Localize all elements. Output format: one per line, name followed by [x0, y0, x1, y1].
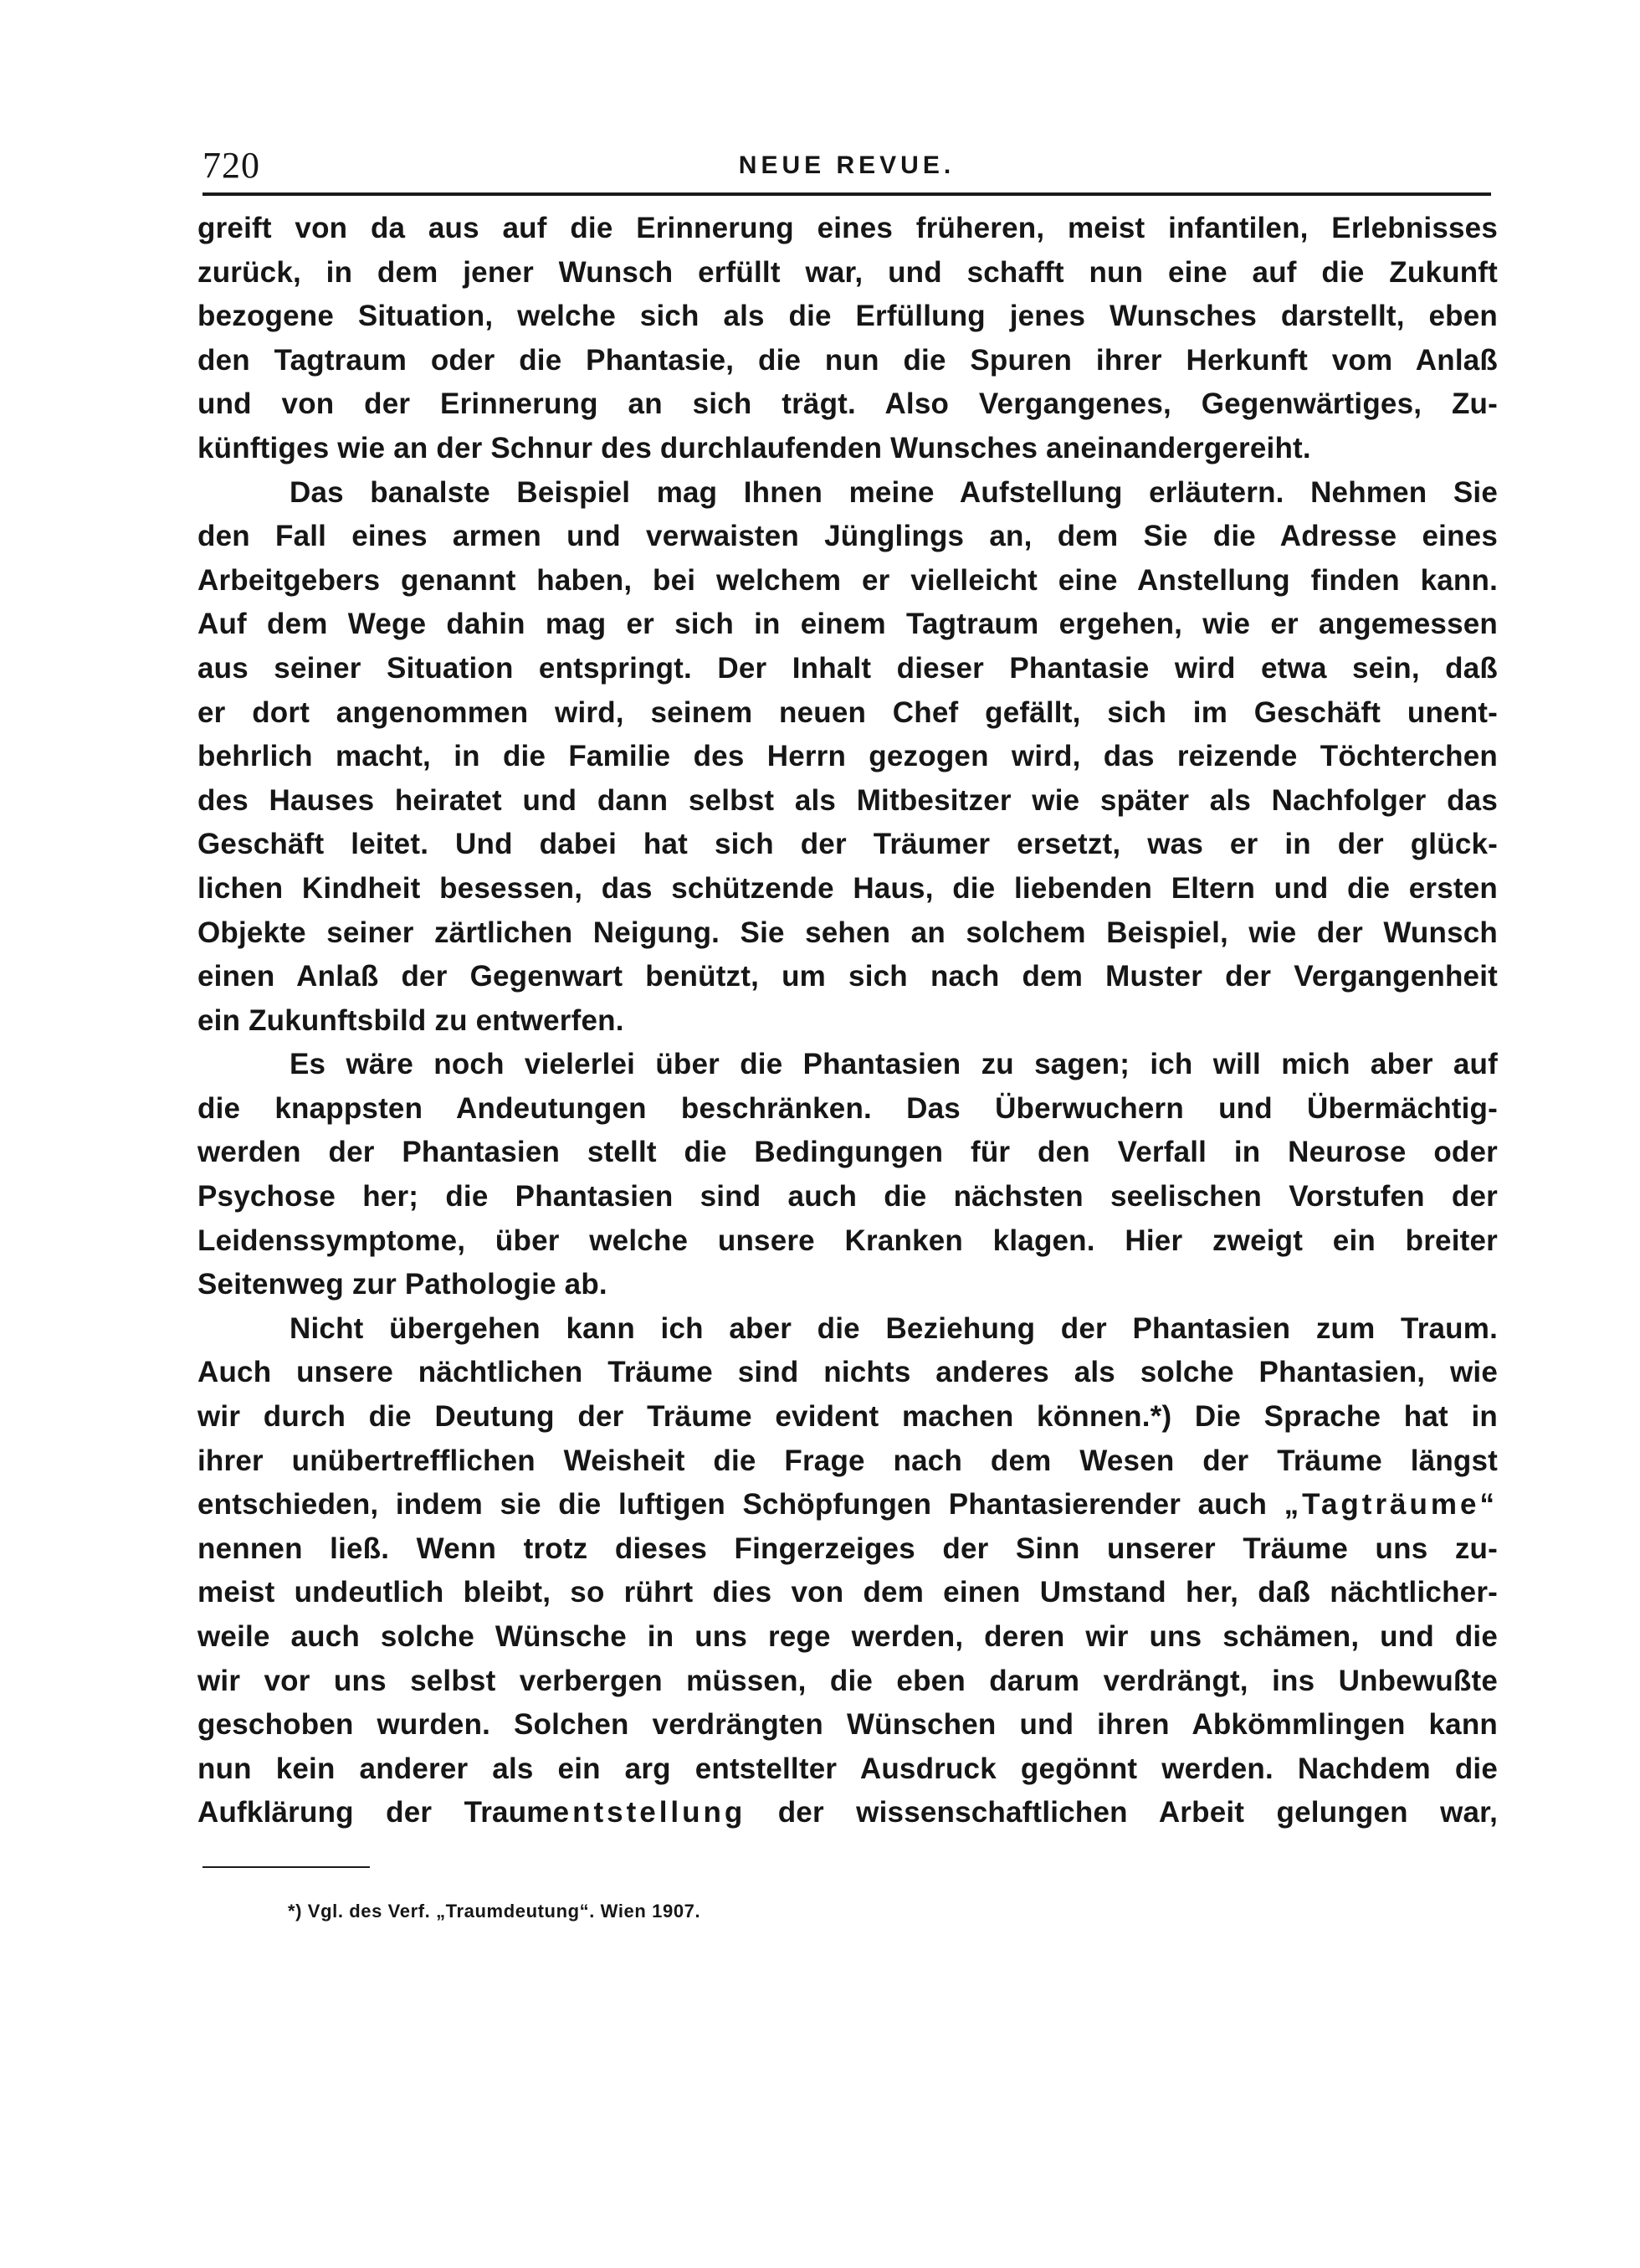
text-line: greift von da aus auf die Erinnerung eines früheren, meist infantilen, Erlebnisses: [197, 212, 1498, 244]
text-line: behrlich macht, in die Familie des Herrn gezogen wird, das reizende Töchterchen: [197, 740, 1498, 773]
text-line: geschoben wurden. Solchen verdrängten Wünschen und ihren Abkömmlingen kann: [197, 1708, 1498, 1742]
text-line: ein Zukunftsbild zu entwerfen.: [197, 1003, 624, 1037]
text-line: aus seiner Situation entspringt. Der Inhalt dieser Phantasie wird etwa sein, daß: [197, 651, 1498, 685]
text-line: Seitenweg zur Pathologie ab.: [197, 1268, 607, 1301]
text-line-with-spaced-term: [197, 1483, 1498, 1527]
page-number: 720: [202, 145, 260, 186]
text-line: wir durch die Deutung der Träume evident machen können.*) Die Sprache hat in: [197, 1400, 1498, 1434]
text-line: werden der Phantasien stellt die Bedingungen für den Verfall in Neurose oder: [197, 1136, 1498, 1169]
body-text: [197, 207, 1498, 1835]
text-line: Arbeitgebers genannt haben, bei welchem er vielleicht eine Anstellung finden kann.: [197, 563, 1498, 597]
text-line: und von der Erinnerung an sich trägt. Also Vergangenes, Gegenwärtiges, Zu-: [197, 387, 1498, 421]
text-line-with-spaced-term: [197, 1791, 1498, 1835]
text-line: Auf dem Wege dahin mag er sich in einem Tagtraum ergehen, wie er angemessen: [197, 608, 1498, 641]
paragraph-start-line: Das banalste Beispiel mag Ihnen meine Aufstellung erläutern. Nehmen Sie: [290, 475, 1498, 509]
text-segment: Aufklärung der Traum: [197, 1796, 553, 1829]
header-rule: [202, 192, 1491, 196]
footnote: *) Vgl. des Verf. „Traumdeutung“. Wien 1907.: [288, 1901, 701, 1922]
text-line: zurück, in dem jener Wunsch erfüllt war, und schafft nun eine auf die Zukunft: [197, 255, 1498, 289]
text-line: ihrer unübertrefflichen Weisheit die Frage nach dem Wesen der Träume längst: [197, 1444, 1498, 1477]
paragraph-start-line: Nicht übergehen kann ich aber die Beziehung der Phantasien zum Traum.: [290, 1311, 1498, 1345]
text-line: den Fall eines armen und verwaisten Jünglings an, dem Sie die Adresse eines: [197, 520, 1498, 553]
spaced-term: entstellung: [552, 1796, 746, 1829]
page-header: [202, 142, 1491, 189]
text-line: des Hauses heiratet und dann selbst als Mitbesitzer wie später als Nachfolger das: [197, 783, 1498, 817]
text-line: Auch unsere nächtlichen Träume sind nichts anderes als solche Phantasien, wie: [197, 1356, 1498, 1389]
text-line: den Tagtraum oder die Phantasie, die nun die Spuren ihrer Herkunft vom Anlaß: [197, 343, 1498, 377]
text-line: künftiges wie an der Schnur des durchlaufenden Wunsches aneinandergereiht.: [197, 431, 1311, 464]
text-line: nennen ließ. Wenn trotz dieses Fingerzeiges der Sinn unserer Träume uns zu-: [197, 1532, 1498, 1565]
text-line: weile auch solche Wünsche in uns rege werden, deren wir uns schämen, und die: [197, 1620, 1498, 1653]
text-line: nun kein anderer als ein arg entstellter Ausdruck gegönnt werden. Nachdem die: [197, 1752, 1498, 1785]
text-line: Leidenssymptome, über welche unsere Kranken klagen. Hier zweigt ein breiter: [197, 1224, 1498, 1257]
spaced-term: „Tagträume“: [1284, 1488, 1498, 1521]
text-line: lichen Kindheit besessen, das schützende Haus, die liebenden Eltern und die ersten: [197, 871, 1498, 905]
running-title: NEUE REVUE.: [738, 151, 956, 179]
text-line: Psychose her; die Phantasien sind auch die nächsten seelischen Vorstufen der: [197, 1180, 1498, 1214]
paragraph-start-line: Es wäre noch vielerlei über die Phantasien zu sagen; ich will mich aber auf: [290, 1048, 1498, 1081]
text-line: bezogene Situation, welche sich als die Erfüllung jenes Wunsches darstellt, eben: [197, 300, 1498, 333]
footnote-rule: [202, 1866, 370, 1868]
text-line: Geschäft leitet. Und dabei hat sich der Träumer ersetzt, was er in der glück-: [197, 828, 1498, 861]
text-line: die knappsten Andeutungen beschränken. Das Überwuchern und Übermächtig-: [197, 1091, 1498, 1125]
text-segment: entschieden, indem sie die luftigen Schöpfungen Phantasierender auch: [197, 1488, 1268, 1521]
text-line: wir vor uns selbst verbergen müssen, die eben darum verdrängt, ins Unbewußte: [197, 1664, 1498, 1697]
text-line: meist undeutlich bleibt, so rührt dies von dem einen Umstand her, daß nächtlicher-: [197, 1576, 1498, 1609]
text-line: Objekte seiner zärtlichen Neigung. Sie sehen an solchem Beispiel, wie der Wunsch: [197, 916, 1498, 949]
text-line: einen Anlaß der Gegenwart benützt, um sich nach dem Muster der Vergangenheit: [197, 960, 1498, 993]
text-line: er dort angenommen wird, seinem neuen Chef gefällt, sich im Geschäft unent-: [197, 695, 1498, 729]
text-segment: der wissenschaftlichen Arbeit gelungen war,: [746, 1796, 1498, 1829]
